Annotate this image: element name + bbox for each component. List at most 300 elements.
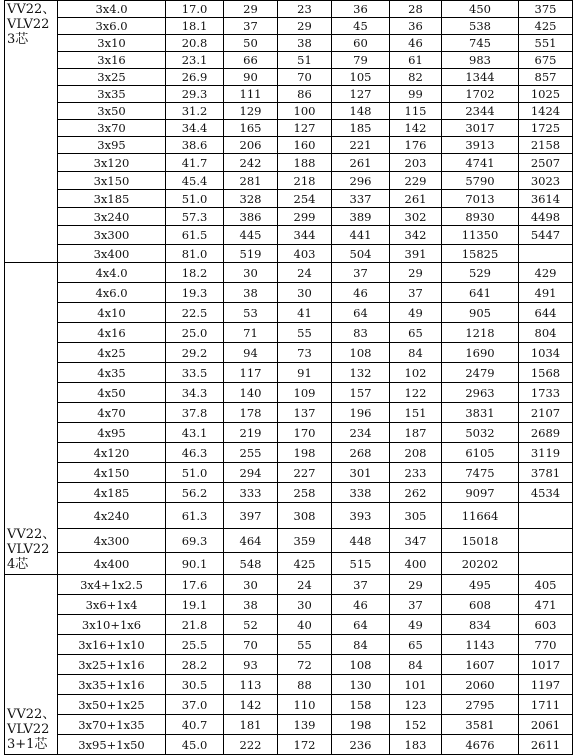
- cell-col-3: 111: [224, 86, 278, 103]
- cell-col-4: 24: [278, 575, 332, 595]
- cell-col-8: 2158: [519, 137, 573, 154]
- cell-col-6: 65: [390, 635, 442, 655]
- cell-col-5: 234: [332, 423, 390, 443]
- cell-col-5: 37: [332, 263, 390, 283]
- cell-col-4: 38: [278, 35, 332, 52]
- table-row: [5, 190, 573, 208]
- table-row: [5, 715, 573, 735]
- cell-col-6: 400: [390, 553, 442, 575]
- cell-outer-diameter: 38.6: [166, 137, 224, 154]
- cell-model: 4x95: [58, 423, 166, 443]
- cell-model: 4x300: [58, 529, 166, 553]
- cell-weight: 8930: [442, 208, 519, 226]
- cell-col-8: 5447: [519, 226, 573, 245]
- cell-col-4: 299: [278, 208, 332, 226]
- table-row: [5, 553, 573, 575]
- cell-outer-diameter: 57.3: [166, 208, 224, 226]
- cell-outer-diameter: 61.3: [166, 503, 224, 529]
- cell-col-3: 30: [224, 263, 278, 283]
- cell-weight: 1344: [442, 69, 519, 86]
- cell-col-8: 3781: [519, 463, 573, 483]
- table-row: [5, 503, 573, 529]
- cell-col-4: 91: [278, 363, 332, 383]
- cell-col-3: 129: [224, 103, 278, 120]
- cell-weight: 15018: [442, 529, 519, 553]
- cell-outer-diameter: 56.2: [166, 483, 224, 503]
- cell-weight: 608: [442, 595, 519, 615]
- cell-outer-diameter: 19.1: [166, 595, 224, 615]
- cell-col-5: 84: [332, 635, 390, 655]
- table-row: [5, 303, 573, 323]
- cell-col-8: 3023: [519, 172, 573, 190]
- cell-model: 3x25+1x16: [58, 655, 166, 675]
- group-label-line: 4芯: [7, 557, 29, 572]
- cell-col-5: 46: [332, 283, 390, 303]
- cell-col-4: 160: [278, 137, 332, 154]
- cell-col-6: 262: [390, 483, 442, 503]
- cell-col-5: 37: [332, 575, 390, 595]
- cell-col-8: 375: [519, 1, 573, 18]
- cell-col-5: 504: [332, 245, 390, 263]
- cell-col-8: 2611: [519, 735, 573, 755]
- cell-col-8: 804: [519, 323, 573, 343]
- cell-col-4: 139: [278, 715, 332, 735]
- cell-weight: 745: [442, 35, 519, 52]
- cell-col-8: 675: [519, 52, 573, 69]
- cell-weight: 834: [442, 615, 519, 635]
- cell-outer-diameter: 37.8: [166, 403, 224, 423]
- cell-outer-diameter: 81.0: [166, 245, 224, 263]
- cell-col-6: 151: [390, 403, 442, 423]
- cell-col-4: 23: [278, 1, 332, 18]
- cell-model: 3x50+1x25: [58, 695, 166, 715]
- cell-col-3: 548: [224, 553, 278, 575]
- table-row: [5, 323, 573, 343]
- cell-col-3: 29: [224, 1, 278, 18]
- cell-outer-diameter: 23.1: [166, 52, 224, 69]
- cell-col-3: 445: [224, 226, 278, 245]
- cell-col-4: 308: [278, 503, 332, 529]
- cell-weight: 2060: [442, 675, 519, 695]
- cell-col-5: 261: [332, 154, 390, 172]
- table-row: [5, 86, 573, 103]
- cell-col-8: 405: [519, 575, 573, 595]
- cell-col-3: 281: [224, 172, 278, 190]
- table-row: [5, 226, 573, 245]
- cell-weight: 3017: [442, 120, 519, 137]
- cell-outer-diameter: 31.2: [166, 103, 224, 120]
- cell-weight: 450: [442, 1, 519, 18]
- cell-model: 4x400: [58, 553, 166, 575]
- cell-outer-diameter: 19.3: [166, 283, 224, 303]
- cell-weight: 6105: [442, 443, 519, 463]
- cell-weight: 529: [442, 263, 519, 283]
- cell-col-6: 122: [390, 383, 442, 403]
- cell-col-4: 73: [278, 343, 332, 363]
- table-row: [5, 735, 573, 755]
- cell-model: 4x35: [58, 363, 166, 383]
- cell-col-8: 1197: [519, 675, 573, 695]
- cell-col-3: 52: [224, 615, 278, 635]
- cell-col-5: 301: [332, 463, 390, 483]
- cell-model: 3x6.0: [58, 18, 166, 35]
- cell-weight: 3581: [442, 715, 519, 735]
- cell-col-5: 198: [332, 715, 390, 735]
- table-row: [5, 343, 573, 363]
- cell-model: 4x50: [58, 383, 166, 403]
- cell-col-8: 1725: [519, 120, 573, 137]
- cell-col-6: 187: [390, 423, 442, 443]
- cell-model: 4x120: [58, 443, 166, 463]
- cell-col-3: 50: [224, 35, 278, 52]
- cell-outer-diameter: 20.8: [166, 35, 224, 52]
- cell-col-4: 403: [278, 245, 332, 263]
- cell-col-6: 261: [390, 190, 442, 208]
- cell-col-5: 36: [332, 1, 390, 18]
- cell-weight: 538: [442, 18, 519, 35]
- cell-outer-diameter: 34.3: [166, 383, 224, 403]
- cell-model: 3x70: [58, 120, 166, 137]
- cell-outer-diameter: 22.5: [166, 303, 224, 323]
- cell-col-5: 441: [332, 226, 390, 245]
- cell-col-5: 130: [332, 675, 390, 695]
- group-label-line: VV22、: [7, 527, 56, 542]
- cell-col-3: 38: [224, 595, 278, 615]
- cell-col-5: 268: [332, 443, 390, 463]
- cell-col-3: 386: [224, 208, 278, 226]
- cell-col-4: 40: [278, 615, 332, 635]
- cell-col-5: 515: [332, 553, 390, 575]
- cell-col-5: 448: [332, 529, 390, 553]
- cell-outer-diameter: 45.0: [166, 735, 224, 755]
- table-row: [5, 154, 573, 172]
- cell-weight: 4741: [442, 154, 519, 172]
- cell-weight: 7013: [442, 190, 519, 208]
- cell-col-6: 123: [390, 695, 442, 715]
- cell-col-8: 491: [519, 283, 573, 303]
- table-row: [5, 283, 573, 303]
- cell-col-4: 227: [278, 463, 332, 483]
- cell-col-6: 101: [390, 675, 442, 695]
- cell-col-6: 176: [390, 137, 442, 154]
- cell-col-6: 233: [390, 463, 442, 483]
- cell-col-6: 49: [390, 303, 442, 323]
- cell-model: 3x25: [58, 69, 166, 86]
- cell-col-4: 30: [278, 595, 332, 615]
- cable-spec-table: [4, 0, 573, 755]
- cell-col-6: 28: [390, 1, 442, 18]
- cell-col-5: 108: [332, 343, 390, 363]
- cell-col-4: 88: [278, 675, 332, 695]
- cell-outer-diameter: 40.7: [166, 715, 224, 735]
- cell-col-8: 2061: [519, 715, 573, 735]
- table-row: [5, 1, 573, 18]
- cell-col-8: 857: [519, 69, 573, 86]
- cell-col-5: 46: [332, 595, 390, 615]
- cell-col-5: 79: [332, 52, 390, 69]
- cell-col-6: 342: [390, 226, 442, 245]
- table-row: [5, 35, 573, 52]
- cell-col-6: 115: [390, 103, 442, 120]
- cell-weight: 3831: [442, 403, 519, 423]
- cell-col-8: 4534: [519, 483, 573, 503]
- cell-col-8: 770: [519, 635, 573, 655]
- cell-col-6: 391: [390, 245, 442, 263]
- table-row: [5, 655, 573, 675]
- cell-col-3: 71: [224, 323, 278, 343]
- cell-col-3: 178: [224, 403, 278, 423]
- cell-col-3: 90: [224, 69, 278, 86]
- cell-model: 3x185: [58, 190, 166, 208]
- cell-outer-diameter: 51.0: [166, 190, 224, 208]
- table-row: [5, 695, 573, 715]
- cell-col-4: 198: [278, 443, 332, 463]
- cell-col-8: 551: [519, 35, 573, 52]
- cell-weight: 11664: [442, 503, 519, 529]
- cell-col-8: [519, 529, 573, 553]
- cell-model: 4x150: [58, 463, 166, 483]
- cell-col-8: 603: [519, 615, 573, 635]
- cell-col-5: 185: [332, 120, 390, 137]
- cell-model: 3x35: [58, 86, 166, 103]
- cell-weight: 7475: [442, 463, 519, 483]
- cell-model: 3x70+1x35: [58, 715, 166, 735]
- cell-col-5: 338: [332, 483, 390, 503]
- table-row: [5, 595, 573, 615]
- cell-col-4: 41: [278, 303, 332, 323]
- cell-model: 4x25: [58, 343, 166, 363]
- cell-outer-diameter: 18.1: [166, 18, 224, 35]
- cell-col-8: [519, 245, 573, 263]
- cell-col-6: 84: [390, 343, 442, 363]
- cell-model: 3x95+1x50: [58, 735, 166, 755]
- group-label: [5, 1, 58, 263]
- cell-col-3: 53: [224, 303, 278, 323]
- cell-col-4: 110: [278, 695, 332, 715]
- cell-col-8: 1017: [519, 655, 573, 675]
- cell-col-6: 46: [390, 35, 442, 52]
- cell-weight: 11350: [442, 226, 519, 245]
- cell-model: 3x16+1x10: [58, 635, 166, 655]
- cell-col-8: 2507: [519, 154, 573, 172]
- cell-col-3: 464: [224, 529, 278, 553]
- cell-model: 3x120: [58, 154, 166, 172]
- cell-col-3: 519: [224, 245, 278, 263]
- cell-col-6: 302: [390, 208, 442, 226]
- cell-col-4: 100: [278, 103, 332, 120]
- table-row: [5, 575, 573, 595]
- cell-outer-diameter: 18.2: [166, 263, 224, 283]
- table-row: [5, 443, 573, 463]
- table-row: [5, 635, 573, 655]
- cell-col-5: 64: [332, 303, 390, 323]
- cell-weight: 1690: [442, 343, 519, 363]
- cell-col-5: 60: [332, 35, 390, 52]
- cell-col-3: 242: [224, 154, 278, 172]
- cell-col-6: 29: [390, 263, 442, 283]
- cell-col-3: 165: [224, 120, 278, 137]
- cell-outer-diameter: 28.2: [166, 655, 224, 675]
- cell-col-8: 1568: [519, 363, 573, 383]
- table-row: [5, 245, 573, 263]
- cell-outer-diameter: 45.4: [166, 172, 224, 190]
- cell-col-6: 102: [390, 363, 442, 383]
- cell-col-3: 38: [224, 283, 278, 303]
- cell-weight: 641: [442, 283, 519, 303]
- table-row: [5, 103, 573, 120]
- cell-col-5: 157: [332, 383, 390, 403]
- cell-weight: 2479: [442, 363, 519, 383]
- cell-col-6: 99: [390, 86, 442, 103]
- cell-outer-diameter: 46.3: [166, 443, 224, 463]
- cell-outer-diameter: 41.7: [166, 154, 224, 172]
- cell-model: 3x6+1x4: [58, 595, 166, 615]
- cell-outer-diameter: 51.0: [166, 463, 224, 483]
- cell-col-5: 221: [332, 137, 390, 154]
- cell-col-8: 1424: [519, 103, 573, 120]
- cell-col-8: 3614: [519, 190, 573, 208]
- cell-col-3: 93: [224, 655, 278, 675]
- cell-outer-diameter: 21.8: [166, 615, 224, 635]
- table-row: [5, 463, 573, 483]
- cell-col-4: 127: [278, 120, 332, 137]
- cell-weight: 3913: [442, 137, 519, 154]
- cell-col-6: 37: [390, 595, 442, 615]
- cell-col-4: 30: [278, 283, 332, 303]
- cell-model: 3x240: [58, 208, 166, 226]
- cell-col-6: 61: [390, 52, 442, 69]
- table-row: [5, 483, 573, 503]
- cell-col-4: 218: [278, 172, 332, 190]
- cell-col-4: 109: [278, 383, 332, 403]
- cell-col-3: 140: [224, 383, 278, 403]
- cell-col-8: 1025: [519, 86, 573, 103]
- cell-outer-diameter: 69.3: [166, 529, 224, 553]
- cell-outer-diameter: 90.1: [166, 553, 224, 575]
- cell-col-8: 2689: [519, 423, 573, 443]
- cell-col-4: 55: [278, 323, 332, 343]
- cell-weight: 983: [442, 52, 519, 69]
- cell-col-3: 37: [224, 18, 278, 35]
- group-label-line: VLV22: [7, 17, 50, 32]
- cell-col-3: 206: [224, 137, 278, 154]
- cell-model: 4x240: [58, 503, 166, 529]
- cell-weight: 1218: [442, 323, 519, 343]
- cell-col-6: 49: [390, 615, 442, 635]
- cell-col-6: 347: [390, 529, 442, 553]
- cell-weight: 905: [442, 303, 519, 323]
- cell-col-5: 108: [332, 655, 390, 675]
- cell-col-3: 294: [224, 463, 278, 483]
- table-row: [5, 423, 573, 443]
- cell-col-4: 55: [278, 635, 332, 655]
- cell-col-5: 45: [332, 18, 390, 35]
- group-label-line: 3芯: [7, 32, 29, 47]
- cell-model: 3x400: [58, 245, 166, 263]
- cell-col-3: 255: [224, 443, 278, 463]
- cell-col-6: 36: [390, 18, 442, 35]
- cell-outer-diameter: 34.4: [166, 120, 224, 137]
- cell-col-3: 333: [224, 483, 278, 503]
- group-label-line: VV22、: [7, 2, 56, 17]
- group-label-line: VLV22: [7, 542, 50, 557]
- cell-col-5: 196: [332, 403, 390, 423]
- cell-col-6: 84: [390, 655, 442, 675]
- cell-col-3: 222: [224, 735, 278, 755]
- cell-col-3: 142: [224, 695, 278, 715]
- cell-outer-diameter: 43.1: [166, 423, 224, 443]
- table-row: [5, 52, 573, 69]
- cell-weight: 1702: [442, 86, 519, 103]
- cell-model: 4x185: [58, 483, 166, 503]
- cell-col-8: 425: [519, 18, 573, 35]
- cell-col-3: 66: [224, 52, 278, 69]
- cell-col-3: 117: [224, 363, 278, 383]
- table-row: [5, 615, 573, 635]
- cell-outer-diameter: 61.5: [166, 226, 224, 245]
- table-row: [5, 263, 573, 283]
- cell-model: 3x10: [58, 35, 166, 52]
- cell-col-3: 70: [224, 635, 278, 655]
- cell-model: 3x35+1x16: [58, 675, 166, 695]
- cell-col-5: 337: [332, 190, 390, 208]
- cell-col-6: 82: [390, 69, 442, 86]
- group-label-line: 3+1芯: [7, 737, 48, 752]
- cell-col-5: 132: [332, 363, 390, 383]
- cell-col-5: 64: [332, 615, 390, 635]
- cell-col-4: 359: [278, 529, 332, 553]
- cell-col-4: 72: [278, 655, 332, 675]
- group-label-line: VV22、: [7, 707, 56, 722]
- cell-col-4: 425: [278, 553, 332, 575]
- cell-col-8: [519, 503, 573, 529]
- group-label: [5, 263, 58, 575]
- cell-outer-diameter: 25.5: [166, 635, 224, 655]
- cell-weight: 2795: [442, 695, 519, 715]
- cell-model: 4x4.0: [58, 263, 166, 283]
- cell-col-4: 258: [278, 483, 332, 503]
- cell-model: 3x16: [58, 52, 166, 69]
- cell-col-4: 137: [278, 403, 332, 423]
- cell-col-8: 1733: [519, 383, 573, 403]
- table-row: [5, 383, 573, 403]
- cell-col-6: 203: [390, 154, 442, 172]
- cell-weight: 1607: [442, 655, 519, 675]
- cell-col-4: 254: [278, 190, 332, 208]
- table-row: [5, 675, 573, 695]
- cell-col-3: 328: [224, 190, 278, 208]
- cell-outer-diameter: 29.3: [166, 86, 224, 103]
- cell-col-3: 113: [224, 675, 278, 695]
- cell-col-6: 37: [390, 283, 442, 303]
- group-label-line: VLV22: [7, 722, 50, 737]
- cell-weight: 1143: [442, 635, 519, 655]
- cell-outer-diameter: 17.0: [166, 1, 224, 18]
- cell-col-8: 1034: [519, 343, 573, 363]
- table-row: [5, 137, 573, 154]
- cell-model: 3x50: [58, 103, 166, 120]
- cell-col-5: 296: [332, 172, 390, 190]
- cell-col-3: 181: [224, 715, 278, 735]
- table-row: [5, 120, 573, 137]
- cell-col-5: 83: [332, 323, 390, 343]
- cell-col-8: 471: [519, 595, 573, 615]
- cell-col-6: 142: [390, 120, 442, 137]
- cell-col-4: 86: [278, 86, 332, 103]
- cell-col-4: 172: [278, 735, 332, 755]
- cell-weight: 2963: [442, 383, 519, 403]
- cell-col-4: 70: [278, 69, 332, 86]
